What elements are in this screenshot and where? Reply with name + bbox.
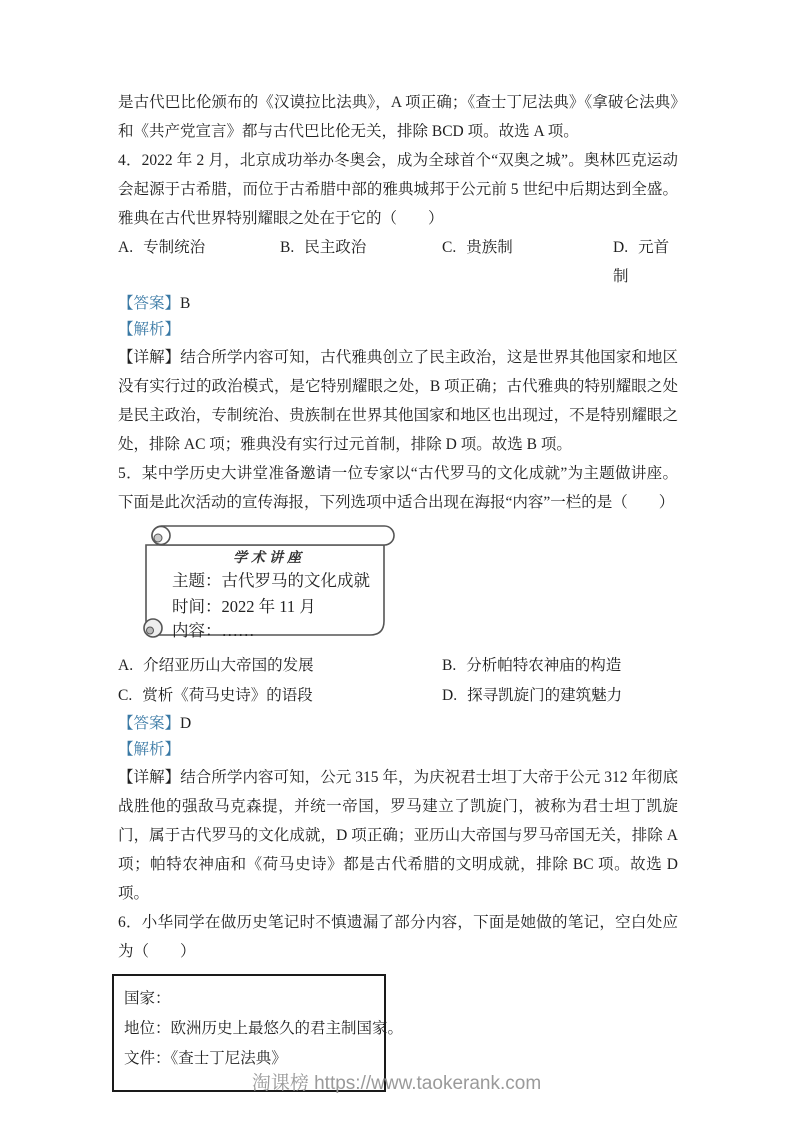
q5-option-c-label: C. <box>118 687 133 704</box>
q4-option-c-label: C. <box>442 239 457 256</box>
note-country-line: 国家： <box>124 990 171 1007</box>
q4-analysis-line <box>118 317 678 343</box>
q5-option-c-text: 赏析《荷马史诗》的语段 <box>142 687 313 704</box>
exam-page-content <box>118 88 678 1092</box>
q5-option-d-label: D. <box>442 687 458 704</box>
poster-theme-line: 主题：古代罗马的文化成就 <box>172 571 370 590</box>
question-4-stem: 4．2022 年 2 月，北京成功举办冬奥会，成为全球首个“双奥之城”。奥林匹克运动会起源于古希腊，而位于古希腊中部的雅典城邦于公元前 5 世纪中后期达到全盛。雅典在古代世界特别耀眼之处在于它的（ ） <box>118 152 678 227</box>
q4-option-a-label: A. <box>118 239 134 256</box>
q4-option-d-label: D. <box>613 239 629 256</box>
poster-time-line: 时间：2022 年 11 月 <box>172 597 316 616</box>
q5-analysis-line <box>118 737 678 763</box>
q4-option-b-text: 民主政治 <box>304 239 367 256</box>
analysis-label: 【解析】 <box>118 321 181 338</box>
note-status-line: 地位：欧洲历史上最悠久的君主制国家。 <box>124 1020 404 1037</box>
q4-option-a <box>118 233 280 291</box>
poster-content-line: 内容：…… <box>172 621 255 640</box>
q5-option-d <box>442 681 678 711</box>
question-5-stem: 5．某中学历史大讲堂准备邀请一位专家以“古代罗马的文化成就”为主题做讲座。下面是此次活动的宣传海报，下列选项中适合出现在海报“内容”一栏的是（ ） <box>118 465 678 511</box>
q4-option-d <box>613 233 678 291</box>
q4-answer-line <box>118 291 678 317</box>
q5-option-c <box>118 681 442 711</box>
answer-label: 【答案】 <box>118 295 181 312</box>
q4-option-a-text: 专制统治 <box>143 239 206 256</box>
q4-option-c <box>442 233 613 291</box>
q5-option-a-label: A. <box>118 657 134 674</box>
q5-option-a <box>118 651 442 681</box>
q4-detail-paragraph: 【详解】结合所学内容可知，古代雅典创立了民主政治，这是世界其他国家和地区没有实行过的政治模式，是它特别耀眼之处，B 项正确；古代雅典的特别耀眼之处是民主政治，专制统治、贵族制在世界其他国家和地区也出现过，不是特别耀眼之处，排除 AC 项；雅典没有实行过元首制，排除 D 项。故选 B 项。 <box>118 349 678 453</box>
question-6-stem: 6．小华同学在做历史笔记时不慎遗漏了部分内容，下面是她做的笔记，空白处应为（ ） <box>118 914 678 960</box>
q4-option-b-label: B. <box>280 239 295 256</box>
q5-answer-line <box>118 711 678 737</box>
note-document-line: 文件：《查士丁尼法典》 <box>124 1050 287 1067</box>
question-4-options <box>118 233 678 291</box>
q5-option-b <box>442 651 678 681</box>
answer-label: 【答案】 <box>118 715 181 732</box>
q4-option-c-text: 贵族制 <box>466 239 513 256</box>
q5-answer-value: D <box>180 715 192 732</box>
q4-option-b <box>280 233 442 291</box>
q5-option-a-text: 介绍亚历山大帝国的发展 <box>143 657 314 674</box>
question-5-options <box>118 651 678 711</box>
q4-answer-value: B <box>180 295 191 312</box>
analysis-label: 【解析】 <box>118 741 181 758</box>
q5-option-b-label: B. <box>442 657 457 674</box>
q4-option-d-text: 元首制 <box>613 239 670 285</box>
poster-title: 学术讲座 <box>233 551 305 566</box>
site-watermark <box>0 1068 793 1095</box>
site-watermark-link[interactable]: 淘课榜 https://www.taokerank.com <box>251 1073 542 1094</box>
q5-option-b-text: 分析帕特农神庙的构造 <box>466 657 622 674</box>
intro-paragraph: 是古代巴比伦颁布的《汉谟拉比法典》，A 项正确；《查士丁尼法典》《拿破仑法典》和《共产党宣言》都与古代巴比伦无关，排除 BCD 项。故选 A 项。 <box>118 94 678 140</box>
q5-option-d-text: 探寻凯旋门的建筑魅力 <box>467 687 623 704</box>
lecture-poster-figure <box>140 523 398 647</box>
q5-detail-paragraph: 【详解】结合所学内容可知，公元 315 年，为庆祝君士坦丁大帝于公元 312 年彻底战胜他的强敌马克森提，并统一帝国，罗马建立了凯旋门，被称为君士坦丁凯旋门，属于古代罗马的文化成就，D 项正确；亚历山大帝国与罗马帝国无关，排除 A 项；帕特农神庙和《荷马史诗》都是古代希腊的文明成就，排除 BC 项。故选 D 项。 <box>118 769 678 902</box>
